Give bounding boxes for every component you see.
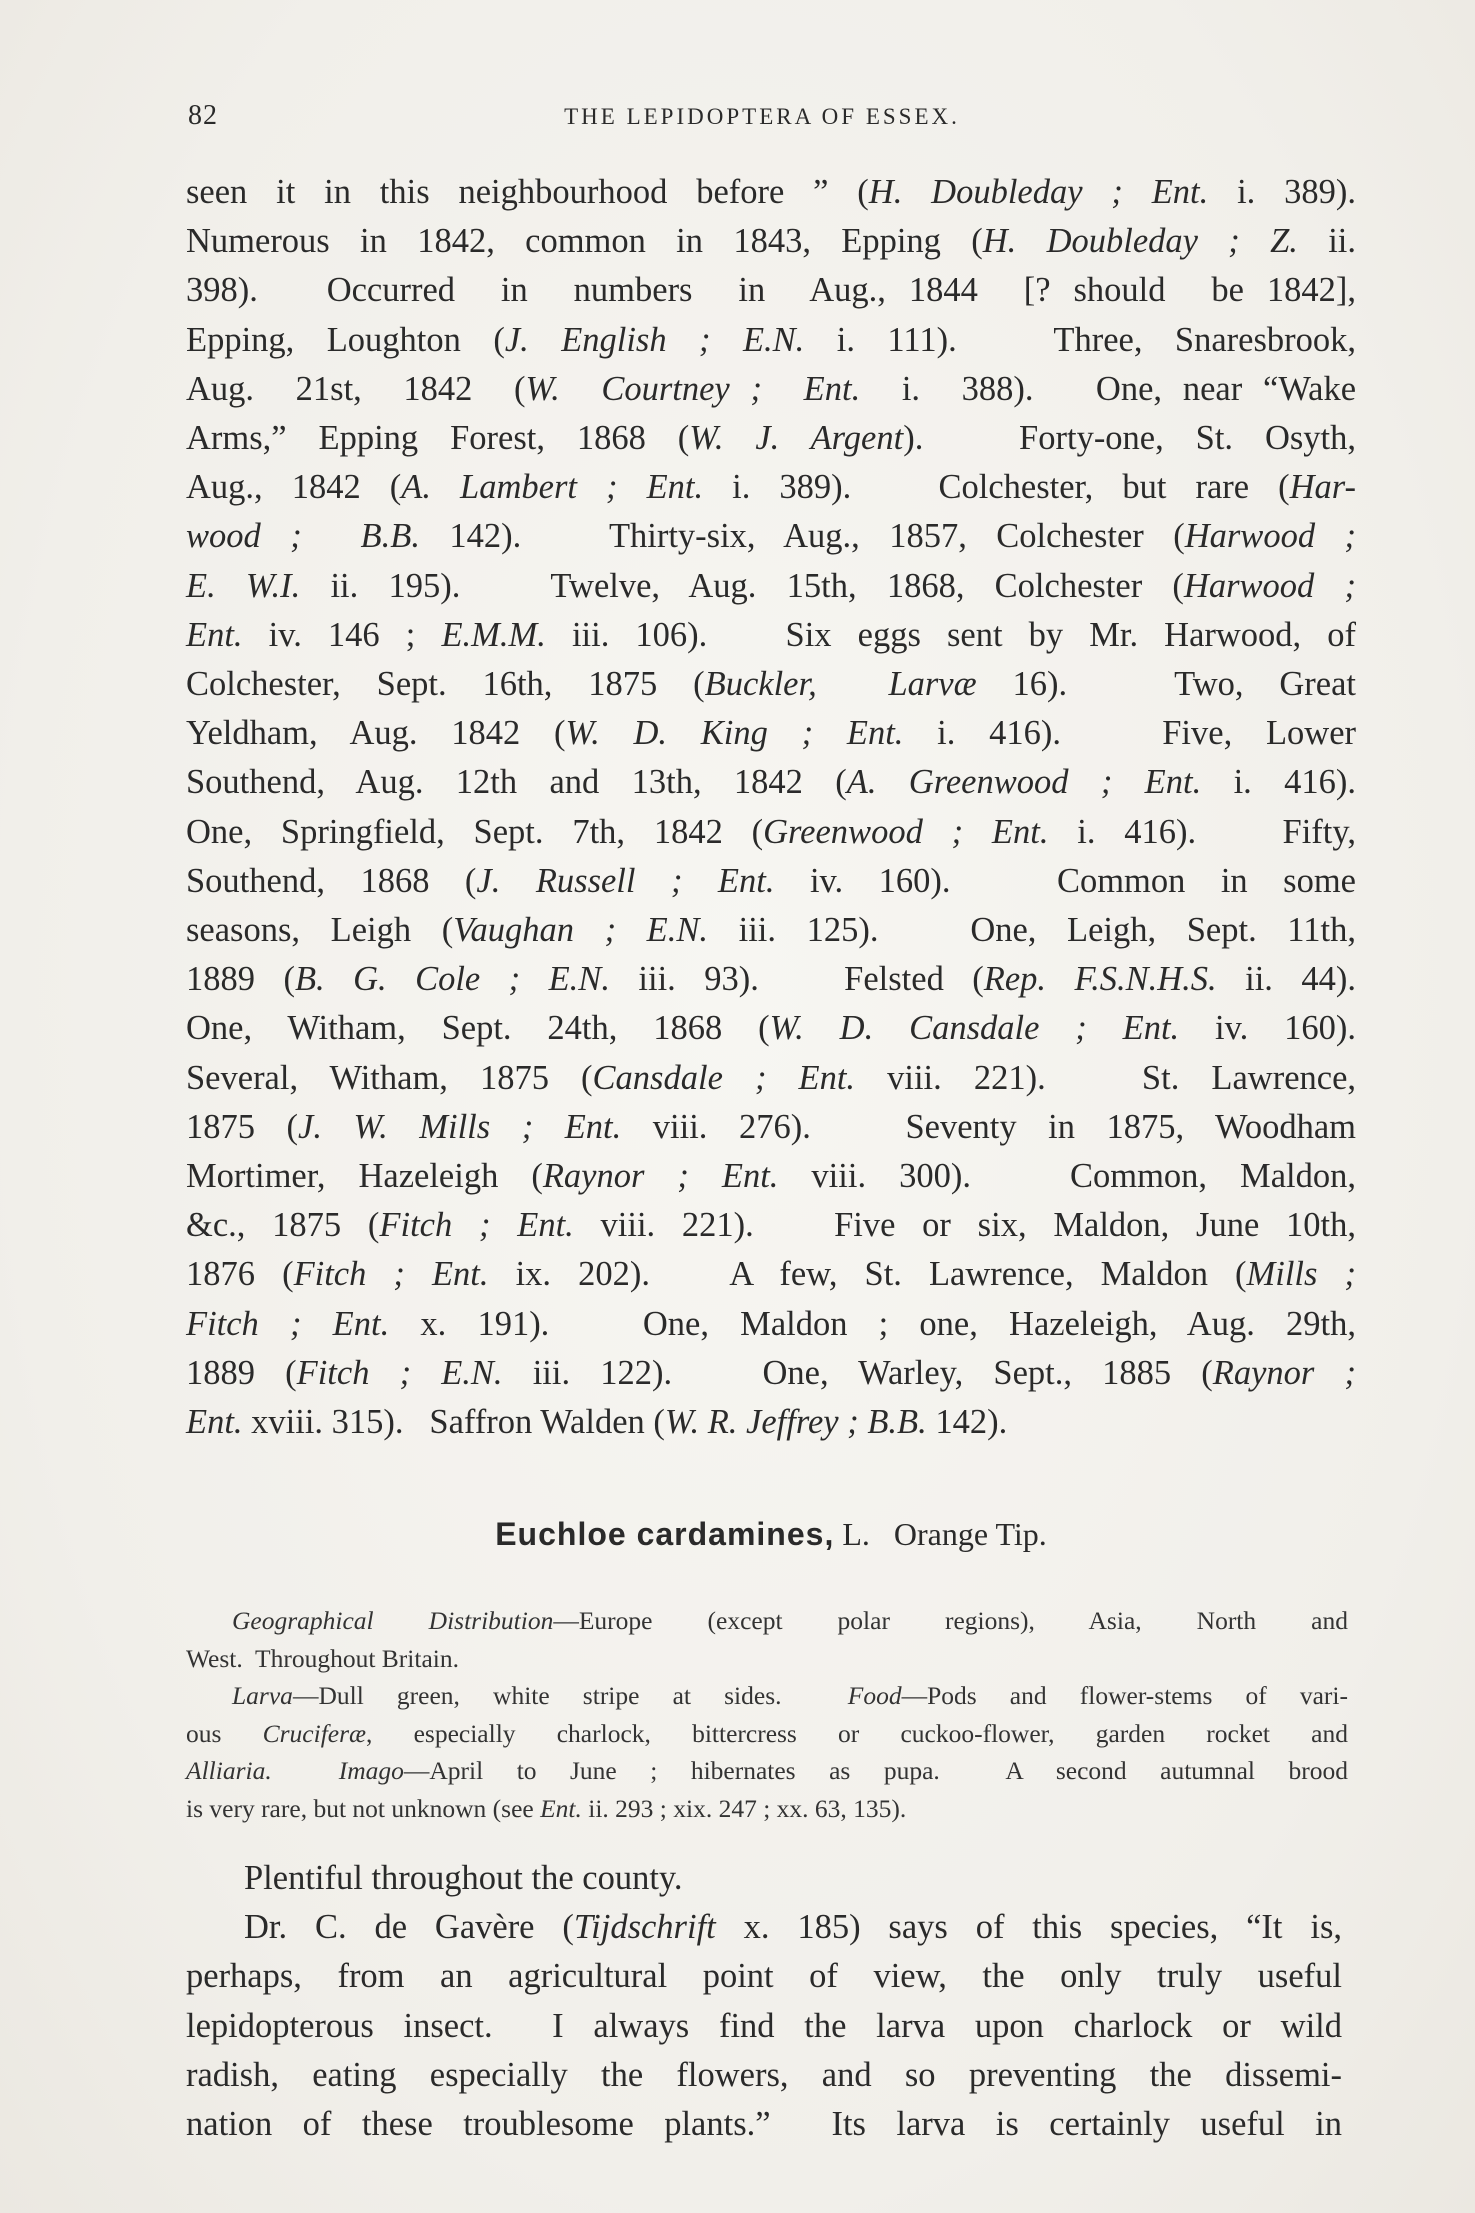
text-line (186, 1398, 1356, 1447)
text-line (186, 1004, 1356, 1053)
text-run: Harwood ; (1184, 517, 1356, 556)
text-run: Ent. (540, 1793, 582, 1823)
text-run: Larva (232, 1681, 293, 1710)
text-line (186, 955, 1356, 1004)
text-line (186, 857, 1356, 906)
text-line (186, 512, 1356, 561)
text-run: radish, eating especially the flowers, and so preventing the dissemi- (186, 2055, 1342, 2094)
text-run: i. 389). Colchester, but rare ( (703, 468, 1290, 507)
text-run: Southend, 1868 ( (186, 861, 477, 900)
text-run: x. 191). One, Maldon ; one, Hazeleigh, Aug. 29th, (389, 1304, 1356, 1343)
text-line (186, 266, 1356, 315)
text-run: —Pods and flower-stems of vari- (901, 1681, 1349, 1710)
text-line (186, 2002, 1342, 2051)
text-run: Yeldham, Aug. 1842 ( (186, 714, 566, 753)
text-run: Har- (1289, 468, 1357, 507)
text-run: Food (847, 1681, 902, 1710)
text-run: J. English ; E.N. (504, 320, 805, 359)
text-run: viii. 221). St. Lawrence, (855, 1058, 1357, 1097)
text-run: i. 416). Five, Lower (903, 714, 1357, 753)
text-run: iii. 125). One, Leigh, Sept. 11th, (708, 911, 1356, 950)
text-run: Fitch ; Ent. (186, 1304, 390, 1343)
text-run: ii. 293 ; xix. 247 ; xx. 63, 135). (581, 1793, 907, 1823)
note-line (186, 1677, 1348, 1715)
text-run: Colchester, Sept. 16th, 1875 ( (186, 665, 705, 704)
text-line (186, 611, 1356, 660)
text-run: lepidopterous insect. I always find the larva upon charlock or wild (186, 2006, 1342, 2045)
text-line (186, 1054, 1356, 1103)
text-run: H. Doubleday ; Z. (982, 222, 1298, 261)
text-line (186, 316, 1356, 365)
common-name: Orange Tip. (869, 1516, 1047, 1552)
text-run: Plentiful throughout the county. (244, 1859, 683, 1897)
text-run: H. Doubleday ; Ent. (868, 173, 1209, 211)
text-run: 142). (926, 1403, 1008, 1442)
text-run: One, Springfield, Sept. 7th, 1842 ( (186, 812, 764, 851)
note-line (186, 1752, 1348, 1790)
note-line (186, 1715, 1348, 1753)
text-run: —Dull green, white stripe at sides. (292, 1681, 848, 1710)
text-line (186, 709, 1356, 758)
text-run: Ent. (186, 1403, 243, 1442)
text-line (186, 1349, 1356, 1398)
text-run: Several, Witham, 1875 ( (186, 1058, 593, 1097)
text-run: E.M.M. (441, 615, 546, 654)
text-line (186, 1952, 1342, 2001)
text-run: W. R. Jeffrey ; B.B. (664, 1403, 927, 1442)
text-line (186, 168, 1356, 217)
text-line (186, 1152, 1356, 1201)
species-author: L. (834, 1516, 870, 1552)
text-run: Southend, Aug. 12th and 13th, 1842 ( (186, 763, 847, 802)
text-run: i. 416). Fifty, (1048, 812, 1356, 851)
text-run: Imago (338, 1756, 404, 1785)
text-run: Buckler, Larvæ (704, 665, 977, 704)
text-run: ). Forty-one, St. Osyth, (903, 419, 1356, 458)
text-run: A. Greenwood ; Ent. (846, 763, 1202, 802)
text-run (272, 1756, 339, 1785)
text-run: iii. 122). One, Warley, Sept., 1885 ( (502, 1353, 1213, 1392)
text-line (186, 1854, 1342, 1903)
text-run: J. Russell ; Ent. (476, 861, 775, 900)
text-run: ii. 195). Twelve, Aug. 15th, 1868, Colchester ( (300, 566, 1184, 605)
species-notes (186, 1602, 1348, 1827)
text-line (186, 217, 1356, 266)
text-run: seasons, Leigh ( (186, 911, 454, 950)
text-run: Dr. C. de Gavère ( (244, 1908, 574, 1947)
text-run: , especially charlock, bittercress or cuckoo-flower, garden rocket and (366, 1718, 1348, 1748)
text-run: Raynor ; Ent. (542, 1157, 779, 1196)
note-line (186, 1602, 1348, 1640)
text-run: W. D. King ; Ent. (565, 714, 904, 753)
text-run: iv. 160). (1179, 1009, 1356, 1048)
text-run: —Europe (except polar regions), Asia, North and (553, 1606, 1348, 1635)
text-run: x. 185) says of this species, “It is, (715, 1908, 1343, 1947)
text-run: W. Courtney ; Ent. (525, 369, 861, 408)
text-run: Aug. 21st, 1842 ( (186, 369, 526, 408)
text-run: 398). Occurred in numbers in Aug., 1844 [? should be 1842], (186, 271, 1356, 310)
text-line (186, 1201, 1356, 1250)
text-run: Cansdale ; Ent. (592, 1058, 856, 1097)
text-run: i. 416). (1201, 763, 1356, 802)
text-line (186, 365, 1356, 414)
text-run: iii. 106). Six eggs sent by Mr. Harwood, of (545, 615, 1356, 654)
text-run: Fitch ; Ent. (293, 1255, 489, 1294)
text-run: Arms,” Epping Forest, 1868 ( (186, 419, 690, 458)
species-heading (186, 1516, 1356, 1553)
text-run: Raynor ; (1212, 1353, 1356, 1392)
text-run: Rep. F.S.N.H.S. (983, 960, 1217, 999)
text-run: 16). Two, Great (976, 665, 1357, 704)
text-run: W. D. Cansdale ; Ent. (769, 1009, 1180, 1048)
text-line (186, 808, 1356, 857)
text-run: West. Throughout Britain. (186, 1643, 459, 1673)
species-name: Euchloe cardamines, (495, 1516, 835, 1552)
text-line (186, 414, 1356, 463)
text-line (186, 2100, 1342, 2149)
text-line (186, 463, 1356, 512)
text-run: Harwood ; (1183, 566, 1356, 605)
text-line (186, 1250, 1356, 1299)
records-paragraph (186, 168, 1356, 1447)
text-run: Mortimer, Hazeleigh ( (186, 1157, 543, 1196)
text-line (186, 906, 1356, 955)
text-run: 1889 ( (186, 1353, 297, 1392)
text-run: viii. 276). Seventy in 1875, Woodham (621, 1107, 1356, 1146)
text-run: Alliaria. (186, 1756, 272, 1785)
text-run: Fitch ; E.N. (296, 1353, 503, 1392)
text-run: nation of these troublesome plants.” Its larva is certainly useful in (186, 2105, 1342, 2144)
text-run: iv. 160). Common in some (774, 861, 1356, 900)
text-run: ix. 202). A few, St. Lawrence, Maldon ( (488, 1255, 1247, 1294)
text-run: 142). Thirty-six, Aug., 1857, Colchester ( (419, 517, 1185, 556)
text-run: Epping, Loughton ( (186, 320, 505, 359)
text-line (186, 758, 1356, 807)
text-run: Greenwood ; Ent. (763, 812, 1049, 851)
text-run: Mills ; (1246, 1255, 1356, 1294)
page-header (188, 100, 1336, 140)
text-run: ous (186, 1718, 263, 1748)
text-run: is very rare, but not unknown (see (186, 1793, 541, 1823)
running-head: THE LEPIDOPTERA OF ESSEX. (564, 104, 960, 129)
text-run: Aug., 1842 ( (186, 468, 402, 507)
text-run: i. 111). Three, Snaresbrook, (804, 320, 1356, 359)
text-run: J. W. Mills ; Ent. (298, 1107, 622, 1146)
text-run: Fitch ; Ent. (379, 1206, 574, 1245)
text-run: perhaps, from an agricultural point of view, the only truly useful (186, 1957, 1342, 1996)
text-run: ii. (1297, 222, 1357, 261)
text-run: i. 388). One, near “Wake (860, 369, 1357, 408)
text-run: Cruciferæ (262, 1718, 367, 1748)
text-run: Tijdschrift (573, 1908, 716, 1947)
text-run: viii. 221). Five or six, Maldon, June 10th, (573, 1206, 1356, 1245)
text-run: B. G. Cole ; E.N. (294, 960, 610, 999)
text-run: Geographical Distribution (232, 1606, 554, 1635)
note-line (186, 1790, 1348, 1828)
page-number: 82 (188, 100, 218, 131)
text-line (186, 2051, 1342, 2100)
text-run: seen it in this neighbourhood before ” ( (186, 173, 869, 211)
text-run: —April to June ; hibernates as pupa. A second autumnal brood (403, 1756, 1348, 1785)
text-line (186, 660, 1356, 709)
text-run: iv. 146 ; (242, 615, 442, 654)
text-run: &c., 1875 ( (186, 1206, 380, 1245)
text-run: wood ; B.B. (186, 517, 420, 556)
text-line (186, 562, 1356, 611)
text-line (186, 1300, 1356, 1349)
text-run: 1875 ( (186, 1107, 299, 1146)
text-line (186, 1903, 1342, 1952)
text-run: One, Witham, Sept. 24th, 1868 ( (186, 1009, 770, 1048)
text-run: viii. 300). Common, Maldon, (778, 1157, 1356, 1196)
text-run: Vaughan ; E.N. (453, 911, 709, 950)
species-paragraph (186, 1854, 1342, 2149)
text-run: W. J. Argent (689, 419, 904, 458)
text-run: i. 389). (1208, 173, 1356, 211)
text-run: 1876 ( (186, 1255, 294, 1294)
text-run: E. W.I. (186, 566, 301, 605)
text-run: Numerous in 1842, common in 1843, Epping ( (186, 222, 983, 261)
text-run: 1889 ( (186, 960, 295, 999)
text-run: iii. 93). Felsted ( (609, 960, 984, 999)
text-run: A. Lambert ; Ent. (401, 468, 704, 507)
text-run: xviii. 315). Saffron Walden ( (242, 1403, 665, 1442)
text-run: Ent. (186, 615, 243, 654)
text-run: ii. 44). (1216, 960, 1356, 999)
note-line (186, 1640, 1348, 1678)
text-line (186, 1103, 1356, 1152)
